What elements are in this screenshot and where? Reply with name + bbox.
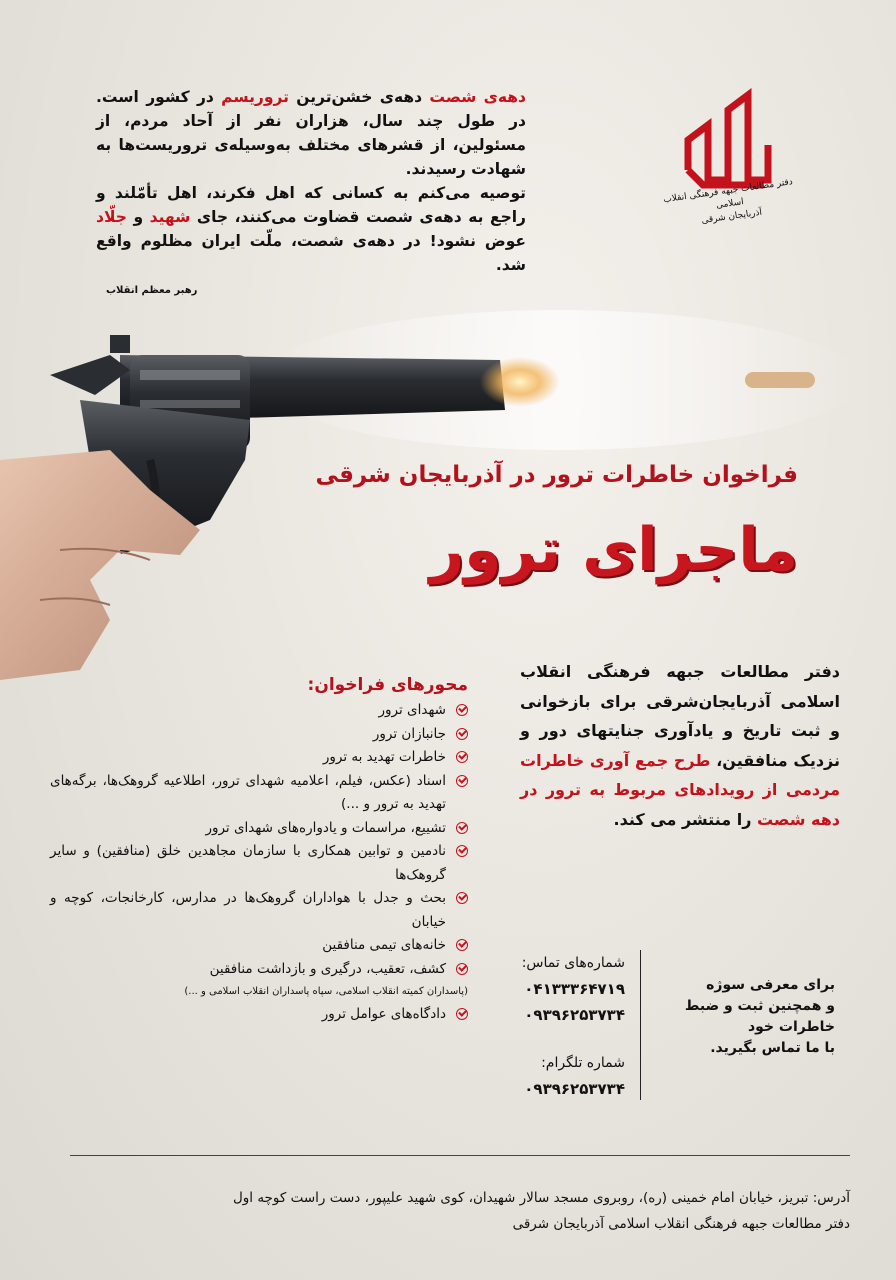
check-icon bbox=[456, 1008, 468, 1020]
check-icon bbox=[456, 845, 468, 857]
intro-text: را منتشر می کند. bbox=[613, 809, 757, 829]
intro-text: دفتر مطالعات جبهه فرهنگی انقلاب اسلامی آذربایجان‌شرقی برای بازخوانی و ثبت تاریخ و یادآوری جنایتهای دور و نزدیک منافقین، bbox=[520, 662, 840, 770]
phones-label: شماره‌های تماس: bbox=[521, 955, 625, 971]
list-item-text: دادگاه‌های عوامل ترور bbox=[321, 1006, 446, 1022]
divider bbox=[640, 950, 641, 1100]
leader-quote bbox=[96, 85, 526, 303]
check-icon bbox=[456, 963, 468, 975]
list-item bbox=[50, 770, 468, 817]
office-name: دفتر مطالعات جبهه فرهنگی انقلاب اسلامی آذربایجان شرقی bbox=[512, 1216, 850, 1232]
quote-highlight-executioner: جلّاد bbox=[96, 208, 127, 226]
campaign-title: ماجرای ترور bbox=[429, 515, 798, 585]
axes-heading: محورهای فراخوان: bbox=[307, 675, 468, 695]
intro-paragraph bbox=[520, 657, 840, 834]
quote-text: توصیه می‌کنم به کسانی که اهل فکرند، اهل تأمّلند و راجع به دهه‌ی شصت قضاوت می‌کنند، جای bbox=[96, 184, 526, 226]
list-item bbox=[50, 934, 468, 958]
divider bbox=[70, 1155, 850, 1156]
list-item-text: اسناد (عکس، فیلم، اعلامیه شهدای ترور، اطلاعیه گروهک‌ها، برگه‌های تهدید به ترور و ...) bbox=[50, 772, 446, 812]
organization-name-line1: دفتر مطالعات جبهه فرهنگی انقلاب اسلامی bbox=[662, 177, 794, 211]
quote-highlight-decade: دهه‌ی شصت bbox=[429, 88, 526, 106]
quote-author: رهبر معظم انقلاب bbox=[106, 285, 198, 296]
list-item bbox=[50, 1003, 468, 1027]
organization-logo-icon bbox=[678, 85, 778, 255]
list-item-text: خانه‌های تیمی منافقین bbox=[322, 937, 446, 953]
quote-text: دهه‌ی خشن‌ترین bbox=[288, 88, 430, 106]
list-item-text: جانبازان ترور bbox=[372, 725, 446, 742]
organization-name-line2: آذربایجان شرقی bbox=[700, 207, 763, 227]
check-icon bbox=[456, 704, 468, 716]
telegram-number[interactable]: ۰۹۳۹۶۲۵۳۷۳۴ bbox=[524, 1080, 625, 1098]
axes-list bbox=[50, 699, 468, 1027]
check-icon bbox=[456, 775, 468, 787]
address-block bbox=[60, 1185, 850, 1237]
list-item bbox=[50, 723, 468, 747]
call-axes bbox=[50, 675, 468, 1027]
list-item-text: شهدای ترور bbox=[378, 702, 446, 718]
quote-text: در کشور است. در طول چند سال، هزاران نفر از آحاد مردم، از مسئولین، از قشرهای مختلف به‌وسیله‌ی تروریست‌ها به شهادت رسیدند. bbox=[96, 88, 526, 178]
list-item bbox=[50, 746, 468, 770]
list-item-note: (پاسداران کمیته انقلاب اسلامی، سپاه پاسداران انقلاب اسلامی و ...) bbox=[184, 986, 468, 997]
callout-line: برای معرفی سوژه bbox=[706, 977, 835, 993]
list-item-text: کشف، تعقیب، درگیری و بازداشت منافقین bbox=[209, 960, 446, 977]
address-line: آدرس: تبریز، خیابان امام خمینی (ره)، روبروی مسجد سالار شهیدان، کوی شهید علیپور، دست راست کوچه اول bbox=[232, 1190, 850, 1206]
intro-highlight: طرح جمع آوری خاطرات مردمی از رویدادهای مربوط به ترور در دهه شصت bbox=[520, 750, 840, 829]
callout-line: خاطرات خود bbox=[747, 1019, 835, 1035]
phone-number-1[interactable]: ۰۴۱۳۳۳۶۴۷۱۹ bbox=[524, 980, 625, 998]
quote-highlight-martyr: شهید bbox=[149, 208, 191, 226]
list-item bbox=[50, 699, 468, 723]
check-icon bbox=[456, 822, 468, 834]
contact-info bbox=[495, 950, 625, 1102]
phone-number-2[interactable]: ۰۹۳۹۶۲۵۳۷۳۴ bbox=[524, 1006, 625, 1024]
list-item-text: بحث و جدل با هواداران گروهک‌ها در مدارس، کارخانجات، کوچه و خیابان bbox=[50, 890, 446, 930]
telegram-label: شماره تلگرام: bbox=[541, 1055, 625, 1071]
check-icon bbox=[456, 751, 468, 763]
list-item bbox=[50, 887, 468, 934]
callout-line: با ما تماس بگیرید. bbox=[710, 1040, 835, 1056]
list-item bbox=[50, 817, 468, 841]
revolver-illustration-icon bbox=[0, 300, 896, 700]
list-item-text: نادمین و توابین همکاری با سازمان مجاهدین خلق (منافقین) و سایر گروهک‌ها bbox=[50, 843, 446, 883]
callout-line: و همچنین ثبت و ضبط bbox=[684, 998, 835, 1014]
check-icon bbox=[456, 728, 468, 740]
list-item bbox=[50, 958, 468, 982]
list-item bbox=[50, 840, 468, 887]
check-icon bbox=[456, 892, 468, 904]
list-item-text: تشییع، مراسمات و یادواره‌های شهدای ترور bbox=[205, 819, 446, 836]
quote-text: عوض نشود! در دهه‌ی شصت، ملّت ایران مظلوم واقع شد. bbox=[96, 232, 526, 274]
list-item-text: خاطرات تهدید به ترور bbox=[322, 749, 446, 765]
check-icon bbox=[456, 939, 468, 951]
campaign-subtitle: فراخوان خاطرات ترور در آذربایجان شرقی bbox=[315, 462, 798, 488]
quote-highlight-terrorism: تروریسم bbox=[221, 88, 289, 106]
quote-text: و bbox=[126, 208, 150, 226]
contact-callout bbox=[650, 975, 835, 1059]
